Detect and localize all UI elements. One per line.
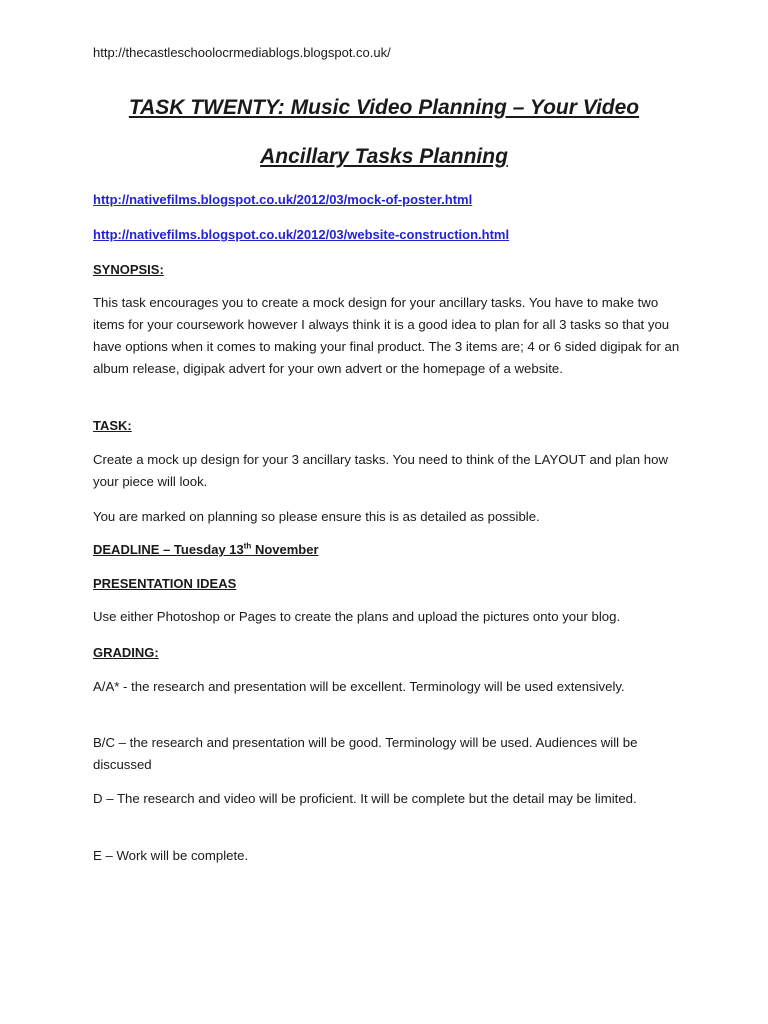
deadline-heading: [93, 542, 319, 557]
header-url: http://thecastleschoolocrmediablogs.blogspot.co.uk/: [93, 45, 391, 60]
grading-item-a: A/A* - the research and presentation will be excellent. Terminology will be used extensively.: [93, 679, 625, 694]
grading-item-d: D – The research and video will be proficient. It will be complete but the detail may be limited.: [93, 791, 637, 806]
page-title-line-2: Ancillary Tasks Planning: [260, 145, 508, 168]
task-heading: TASK:: [93, 418, 132, 433]
website-construction-link[interactable]: http://nativefilms.blogspot.co.uk/2012/03/website-construction.html: [93, 227, 510, 242]
grading-item-e: E – Work will be complete.: [93, 848, 249, 863]
synopsis-text: This task encourages you to create a mock design for your ancillary tasks. You have to make two items for your coursework however I always think it is a good idea to plan for all 3 tasks so that you have options when it comes to making your final product. The 3 items are; 4 or 6 sided digipak for an album release, digipak advert for your own advert or the homepage of a website.: [93, 295, 680, 376]
page-title-line-1: TASK TWENTY: Music Video Planning – Your Video: [128, 96, 640, 119]
presentation-heading: PRESENTATION IDEAS: [93, 576, 237, 591]
task-planning-note: You are marked on planning so please ensure this is as detailed as possible.: [93, 509, 540, 524]
mock-poster-link[interactable]: http://nativefilms.blogspot.co.uk/2012/03/mock-of-poster.html: [93, 192, 473, 207]
synopsis-heading: SYNOPSIS:: [93, 262, 164, 277]
grading-item-b: B/C – the research and presentation will be good. Terminology will be used. Audiences will be discussed: [93, 735, 638, 772]
deadline-suffix: th: [243, 541, 252, 551]
presentation-text: Use either Photoshop or Pages to create the plans and upload the pictures onto your blog.: [93, 609, 621, 624]
deadline-prefix: DEADLINE – Tuesday 13: [93, 542, 244, 557]
deadline-after: November: [251, 542, 319, 557]
grading-heading: GRADING:: [93, 645, 159, 660]
task-text: Create a mock up design for your 3 ancillary tasks. You need to think of the LAYOUT and plan how your piece will look.: [93, 452, 668, 489]
